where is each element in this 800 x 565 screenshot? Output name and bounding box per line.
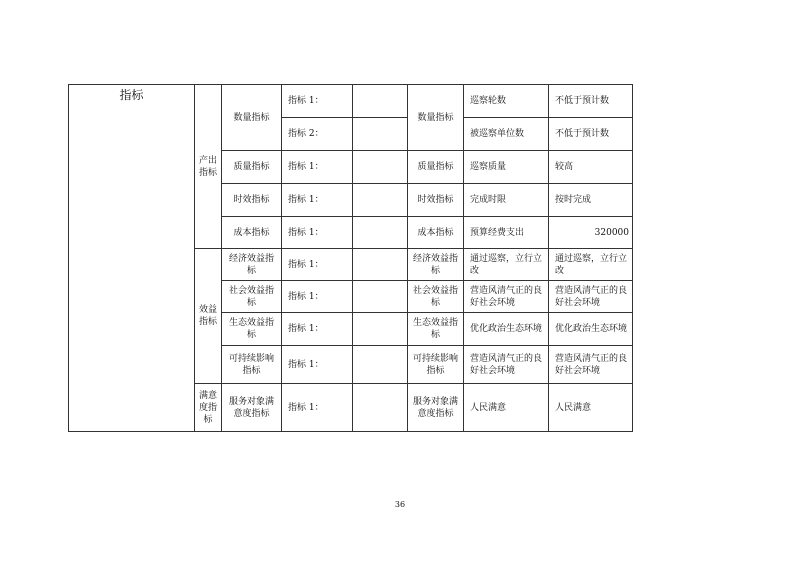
economic-value: 通过巡察，立行立改 — [549, 249, 633, 281]
sustainable-blank — [353, 346, 408, 384]
table-row — [69, 85, 633, 118]
category-output — [195, 85, 222, 249]
service-right-name: 服务对象满意度指标 — [408, 384, 464, 432]
economic-blank — [353, 249, 408, 281]
service-content: 人民满意 — [464, 384, 549, 432]
sustainable-name: 可持续影响指标 — [222, 346, 282, 384]
sustainable-ind: 指标 1： — [282, 346, 353, 384]
sustainable-content: 营造风清气正的良好社会环境 — [464, 346, 549, 384]
quantity-ind1: 指标 1： — [282, 85, 353, 118]
quantity-content1: 巡察轮数 — [464, 85, 549, 118]
timeliness-blank — [353, 184, 408, 217]
quantity-value2: 不低于预计数 — [549, 118, 633, 151]
cost-ind: 指标 1： — [282, 217, 353, 249]
cost-right-name: 成本指标 — [408, 217, 464, 249]
ecological-blank — [353, 313, 408, 346]
ecological-ind: 指标 1： — [282, 313, 353, 346]
category-output-label: 产出指标 — [198, 155, 217, 178]
quality-ind: 指标 1： — [282, 151, 353, 184]
social-name: 社会效益指标 — [222, 281, 282, 313]
cost-blank — [353, 217, 408, 249]
sustainable-value: 营造风清气正的良好社会环境 — [549, 346, 633, 384]
quantity-value1: 不低于预计数 — [549, 85, 633, 118]
social-ind: 指标 1： — [282, 281, 353, 313]
quantity-ind2: 指标 2： — [282, 118, 353, 151]
page-number: 36 — [394, 500, 406, 509]
timeliness-name: 时效指标 — [222, 184, 282, 217]
quantity-right-name: 数量指标 — [408, 85, 464, 151]
quality-value: 较高 — [549, 151, 633, 184]
category-effect — [195, 249, 222, 384]
social-blank — [353, 281, 408, 313]
service-name: 服务对象满意度指标 — [222, 384, 282, 432]
category-satisfaction-label: 满意度指标 — [198, 390, 217, 425]
sustainable-right-name: 可持续影响指标 — [408, 346, 464, 384]
social-value: 营造风清气正的良好社会环境 — [549, 281, 633, 313]
ecological-value: 优化政治生态环境 — [549, 313, 633, 346]
service-value: 人民满意 — [549, 384, 633, 432]
main-label: 指标 — [119, 88, 144, 102]
main-label-cell — [69, 85, 195, 432]
performance-indicator-table — [68, 84, 633, 432]
economic-right-name: 经济效益指标 — [408, 249, 464, 281]
timeliness-content: 完成时限 — [464, 184, 549, 217]
timeliness-ind: 指标 1： — [282, 184, 353, 217]
economic-ind: 指标 1： — [282, 249, 353, 281]
cost-content: 预算经费支出 — [464, 217, 549, 249]
quantity-blank1 — [353, 85, 408, 118]
quality-content: 巡察质量 — [464, 151, 549, 184]
service-blank — [353, 384, 408, 432]
category-satisfaction — [195, 384, 222, 432]
quantity-content2: 被巡察单位数 — [464, 118, 549, 151]
timeliness-right-name: 时效指标 — [408, 184, 464, 217]
category-effect-label: 效益指标 — [198, 305, 217, 327]
quantity-blank2 — [353, 118, 408, 151]
quality-name: 质量指标 — [222, 151, 282, 184]
cost-name: 成本指标 — [222, 217, 282, 249]
ecological-right-name: 生态效益指标 — [408, 313, 464, 346]
timeliness-value: 按时完成 — [549, 184, 633, 217]
quantity-name: 数量指标 — [222, 85, 282, 151]
ecological-content: 优化政治生态环境 — [464, 313, 549, 346]
economic-content: 通过巡察，立行立改 — [464, 249, 549, 281]
ecological-name: 生态效益指标 — [222, 313, 282, 346]
social-right-name: 社会效益指标 — [408, 281, 464, 313]
cost-value: 320000 — [549, 217, 633, 249]
social-content: 营造风清气正的良好社会环境 — [464, 281, 549, 313]
economic-name: 经济效益指标 — [222, 249, 282, 281]
service-ind: 指标 1： — [282, 384, 353, 432]
quality-right-name: 质量指标 — [408, 151, 464, 184]
quality-blank — [353, 151, 408, 184]
